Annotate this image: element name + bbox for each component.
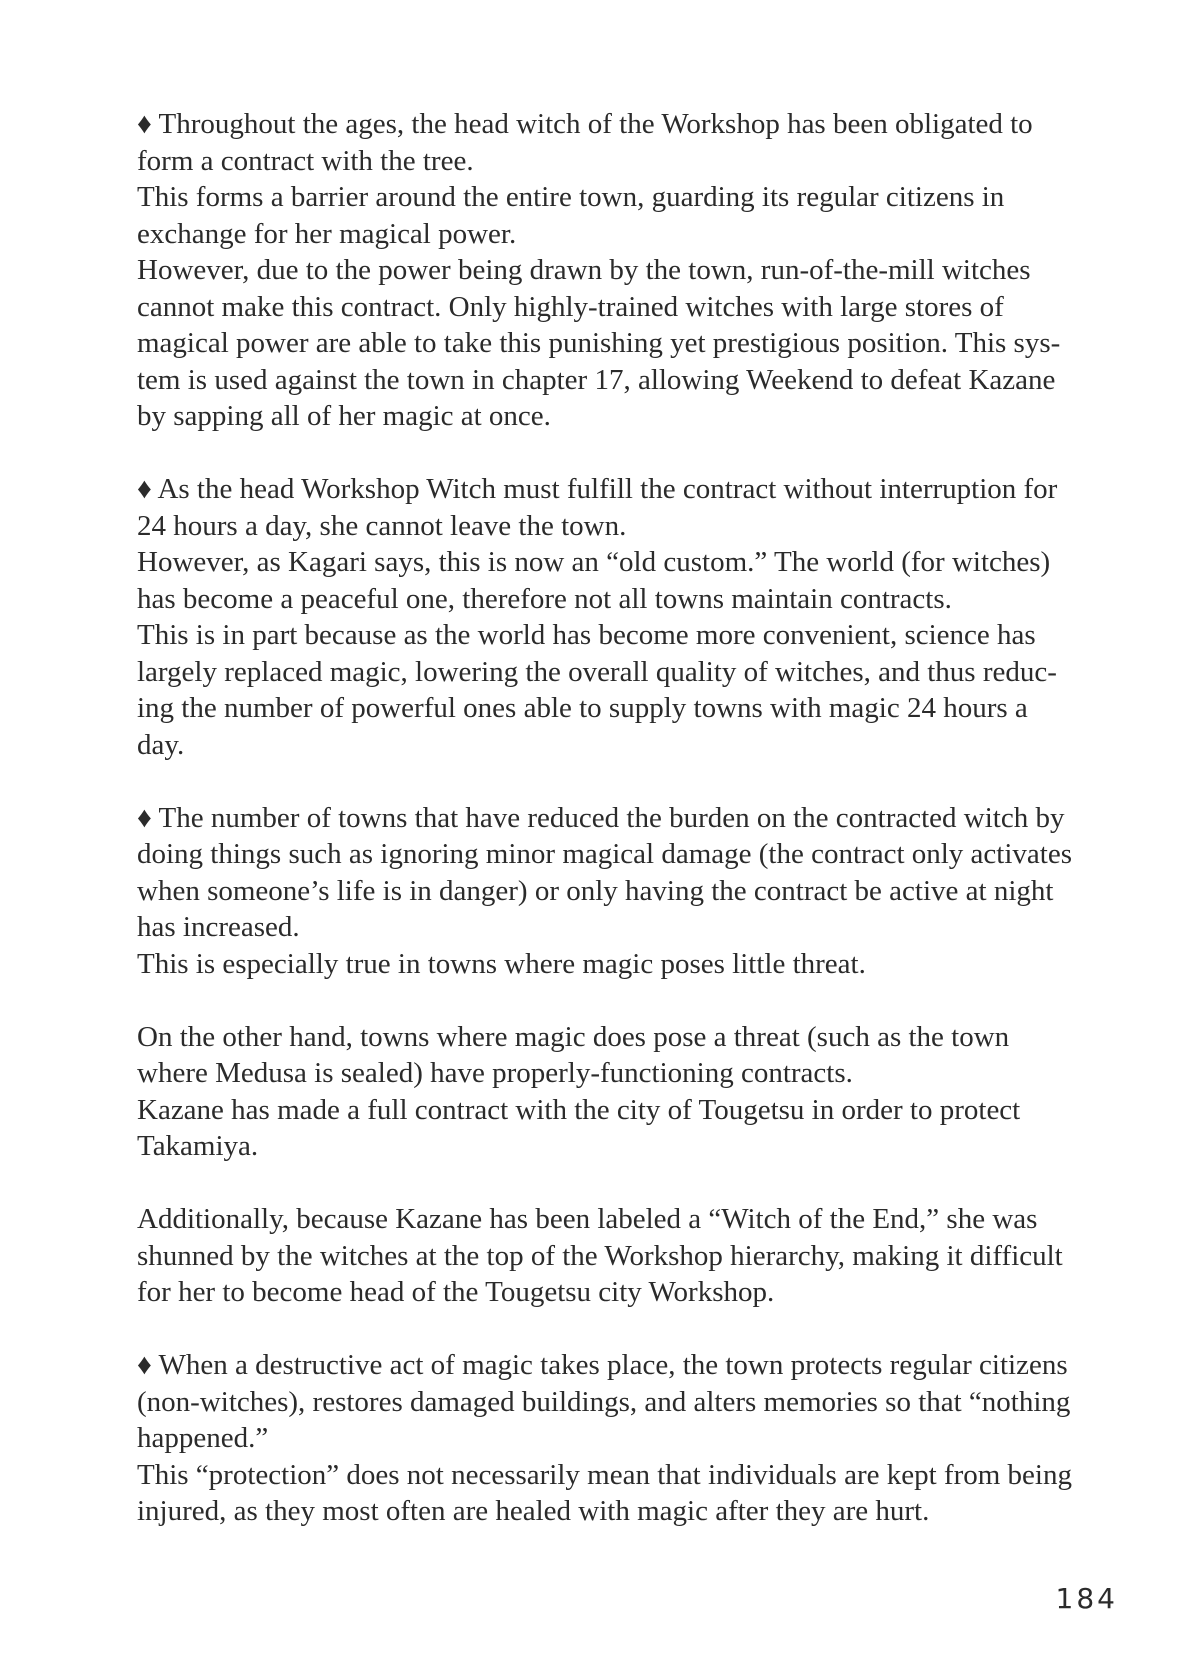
- text-line: largely replaced magic, lowering the overall quality of witches, and thus reduc-: [137, 655, 1057, 688]
- text-line: has become a peaceful one, therefore not all towns maintain contracts.: [137, 582, 952, 615]
- paragraph-witch-of-the-end: [137, 1201, 1127, 1311]
- text-line: This forms a barrier around the entire town, guarding its regular citizens in: [137, 181, 1005, 213]
- page-number: 184: [1055, 1582, 1118, 1615]
- text-line: This is in part because as the world has become more convenient, science has: [137, 619, 1036, 651]
- text-line: tem is used against the town in chapter 17, allowing Weekend to defeat Kazane: [137, 363, 1056, 396]
- paragraph-old-custom: [137, 471, 1127, 763]
- text-line: day.: [137, 728, 185, 761]
- text-line: ♦ Throughout the ages, the head witch of the Workshop has been obligated to: [137, 108, 1033, 140]
- text-line: Kazane has made a full contract with the city of Tougetsu in order to protect: [137, 1093, 1021, 1126]
- text-line: 24 hours a day, she cannot leave the town.: [137, 509, 627, 542]
- text-line: injured, as they most often are healed with magic after they are hurt.: [137, 1495, 930, 1527]
- text-line: This “protection” does not necessarily mean that individuals are kept from being: [137, 1458, 1072, 1491]
- text-line: (non-witches), restores damaged buildings, and alters memories so that “nothing: [137, 1385, 1071, 1418]
- text-line: doing things such as ignoring minor magical damage (the contract only activates: [137, 838, 1072, 870]
- text-line: ♦ As the head Workshop Witch must fulfill the contract without interruption for: [137, 473, 1058, 505]
- text-line: ing the number of powerful ones able to supply towns with magic 24 hours a: [137, 692, 1028, 724]
- text-line: exchange for her magical power.: [137, 217, 517, 250]
- text-line: when someone’s life is in danger) or only having the contract be active at night: [137, 874, 1054, 907]
- text-line: magical power are able to take this punishing yet prestigious position. This sys-: [137, 327, 1061, 359]
- text-line: by sapping all of her magic at once.: [137, 400, 551, 432]
- paragraph-reduced-burden: [137, 800, 1127, 983]
- text-line: where Medusa is sealed) have properly-functioning contracts.: [137, 1057, 853, 1089]
- paragraph-tree-contract: [137, 106, 1127, 435]
- text-line: form a contract with the tree.: [137, 144, 474, 177]
- text-line: ♦ When a destructive act of magic takes place, the town protects regular citizens: [137, 1349, 1068, 1381]
- text-line: ♦ The number of towns that have reduced the burden on the contracted witch by: [137, 801, 1065, 834]
- text-line: However, due to the power being drawn by the town, run-of-the-mill witches: [137, 254, 1031, 286]
- text-line: for her to become head of the Tougetsu city Workshop.: [137, 1276, 775, 1308]
- body-text: [137, 106, 1127, 1566]
- text-line: On the other hand, towns where magic does pose a threat (such as the town: [137, 1020, 1010, 1053]
- paragraph-protection: [137, 1347, 1127, 1530]
- text-line: Additionally, because Kazane has been labeled a “Witch of the End,” she was: [137, 1203, 1038, 1235]
- text-line: has increased.: [137, 911, 300, 943]
- text-line: happened.”: [137, 1422, 269, 1454]
- text-line: shunned by the witches at the top of the Workshop hierarchy, making it difficult: [137, 1239, 1063, 1272]
- text-line: cannot make this contract. Only highly-trained witches with large stores of: [137, 290, 1004, 323]
- text-line: Takamiya.: [137, 1130, 259, 1162]
- paragraph-threat-towns: [137, 1019, 1127, 1165]
- text-line: This is especially true in towns where magic poses little threat.: [137, 947, 866, 980]
- text-line: However, as Kagari says, this is now an “old custom.” The world (for witches): [137, 546, 1051, 578]
